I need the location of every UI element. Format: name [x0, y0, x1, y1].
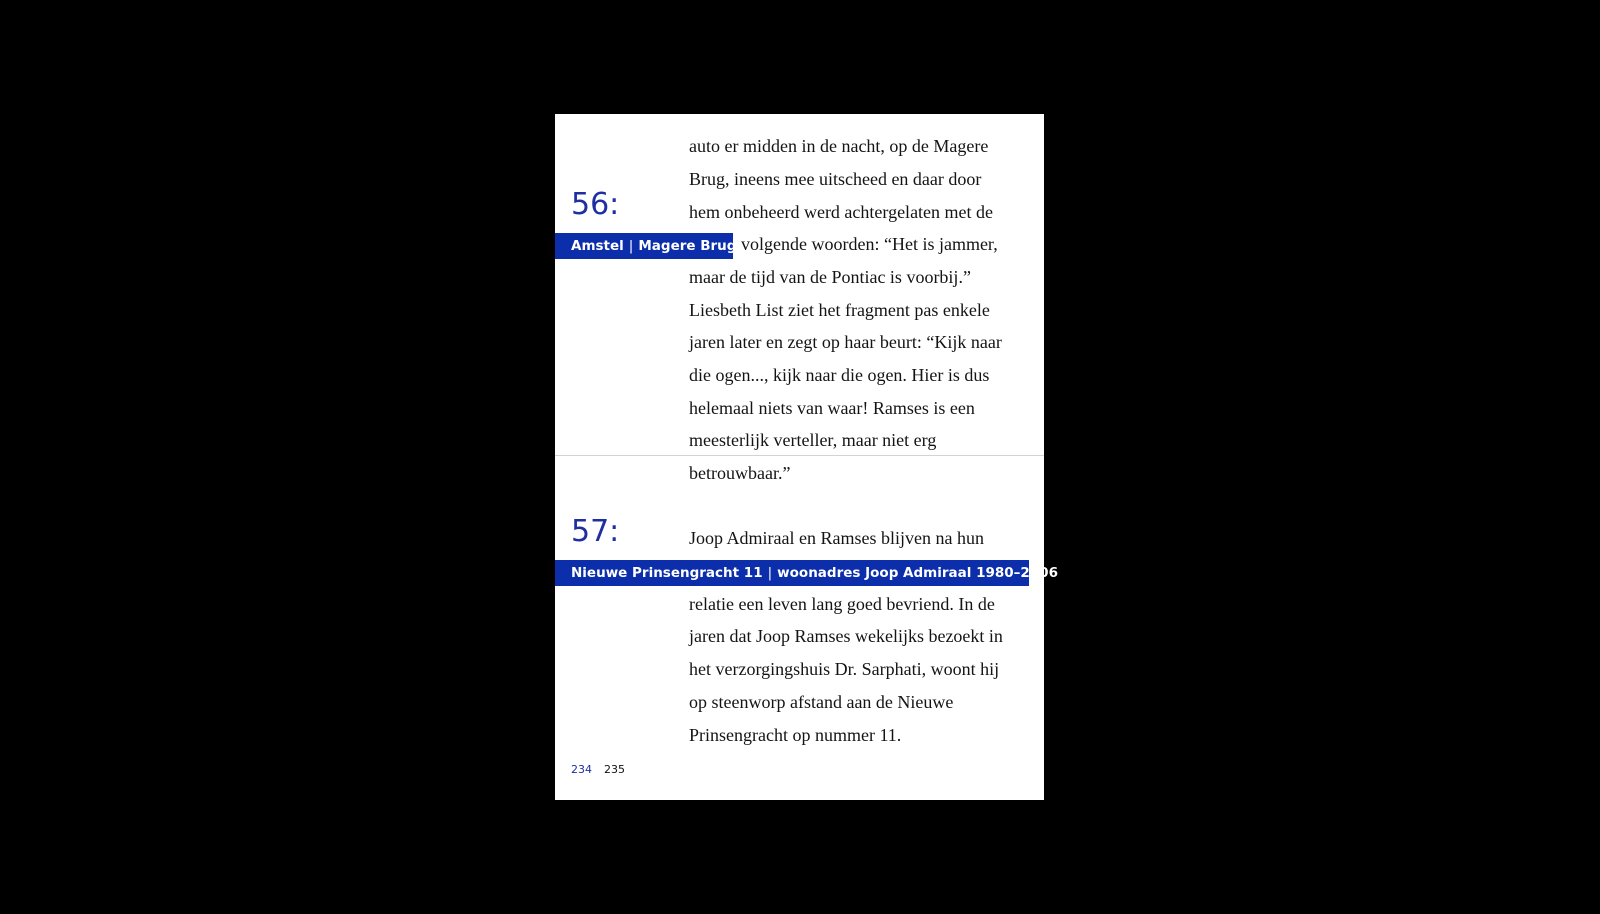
body-line: relatie een leven lang goed bevriend. In de: [689, 594, 995, 614]
page-number-right: 235: [604, 763, 625, 776]
location-place: Amstel: [571, 238, 624, 254]
entry-number: 56:: [571, 187, 620, 222]
location-detail: Magere Brug: [638, 238, 737, 254]
body-line: jaren dat Joop Ramses wekelijks bezoekt in: [689, 626, 1003, 646]
tag-separator: |: [628, 238, 634, 254]
body-line: Prinsengracht op nummer 11.: [689, 725, 902, 745]
body-line: Liesbeth List ziet het fragment pas enkele: [689, 300, 990, 320]
location-tag: [555, 233, 737, 259]
location-place: Nieuwe Prinsengracht 11: [571, 565, 763, 581]
body-line: jaren later en zegt op haar beurt: “Kijk naar: [689, 332, 1002, 352]
body-line: auto er midden in de nacht, op de Magere: [689, 136, 989, 156]
location-detail: woonadres Joop Admiraal 1980–2006: [777, 565, 1058, 581]
body-line: die ogen..., kijk naar die ogen. Hier is dus: [689, 365, 990, 385]
location-tag: [555, 560, 1058, 586]
book-page: [555, 114, 1058, 800]
entry-number: 57:: [571, 514, 620, 549]
body-line: hem onbeheerd werd achtergelaten met de: [689, 202, 994, 222]
page-number-left: 234: [571, 763, 592, 776]
body-line: meesterlijk verteller, maar niet erg: [689, 430, 937, 450]
body-line: Joop Admiraal en Ramses blijven na hun: [689, 528, 984, 548]
body-line: volgende woorden: “Het is jammer,: [741, 234, 998, 254]
tag-separator: |: [767, 565, 773, 581]
body-line: helemaal niets van waar! Ramses is een: [689, 398, 975, 418]
body-line: betrouwbaar.”: [689, 463, 791, 483]
body-line: het verzorgingshuis Dr. Sarphati, woont hij: [689, 659, 1000, 679]
body-line: maar de tijd van de Pontiac is voorbij.”: [689, 267, 971, 287]
section-divider: [555, 455, 1044, 456]
body-line: op steenworp afstand aan de Nieuwe: [689, 692, 954, 712]
body-line: Brug, ineens mee uitscheed en daar door: [689, 169, 982, 189]
